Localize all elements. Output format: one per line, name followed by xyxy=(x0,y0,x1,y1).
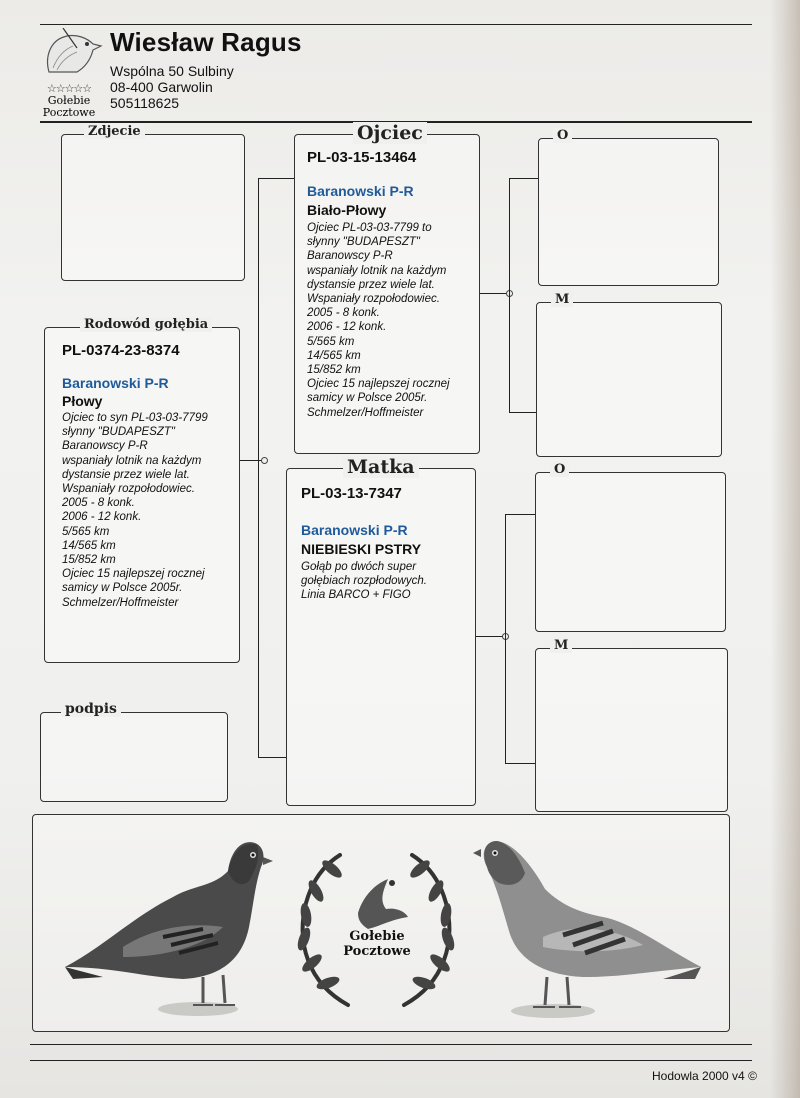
paternal-grandmother-box xyxy=(536,292,722,457)
photo-box xyxy=(61,124,245,281)
note-line: 2006 - 12 konk. xyxy=(62,511,142,524)
footer-bottom-rule xyxy=(30,1060,752,1061)
club-logo xyxy=(33,28,105,119)
note-line: Schmelzer/Hoffmeister xyxy=(62,596,179,609)
father-notes xyxy=(307,221,450,420)
pigeon-colour: Płowy xyxy=(62,393,103,409)
pigeon-ring-number: PL-0374-23-8374 xyxy=(62,342,180,359)
mother-box xyxy=(286,456,476,806)
note-line: 2005 - 8 konk. xyxy=(62,497,135,510)
mother-label: Matka xyxy=(343,456,419,478)
note-line: wspaniały lotnik na każdym xyxy=(62,454,202,467)
connector-line xyxy=(505,514,535,515)
note-line: 15/852 km xyxy=(307,364,361,377)
photo-label: Zdjecie xyxy=(84,124,145,139)
laurel-wreath-emblem-icon xyxy=(288,843,464,1013)
paternal-grandfather-label: O xyxy=(553,128,572,143)
connector-bracket xyxy=(505,514,506,764)
note-line: słynny "BUDAPESZT" xyxy=(62,426,175,439)
father-ring-number: PL-03-15-13464 xyxy=(307,149,417,166)
pedigree-label: Rodowód gołębia xyxy=(80,317,212,332)
note-line: Gołąb po dwóch super xyxy=(301,561,417,573)
note-line: Baranowscy P-R xyxy=(307,250,393,263)
father-box xyxy=(294,122,480,454)
connector-line xyxy=(258,178,294,179)
note-line: Ojciec 15 najlepszej rocznej xyxy=(307,378,450,391)
note-line: Wspaniały rozpołodowiec. xyxy=(62,483,195,496)
note-line: 15/852 km xyxy=(62,554,116,567)
note-line: dystansie przez wiele lat. xyxy=(62,468,190,481)
paternal-grandfather-box xyxy=(538,128,719,286)
note-line: słynny "BUDAPESZT" xyxy=(307,236,420,249)
mother-notes xyxy=(301,560,427,603)
note-line: Ojciec to syn PL-03-03-7799 xyxy=(62,412,208,424)
pigeon-box xyxy=(44,317,240,663)
mother-ring-number: PL-03-13-7347 xyxy=(301,485,402,502)
logo-stars: ☆☆☆☆☆ xyxy=(46,82,92,95)
signature-label: podpis xyxy=(61,701,121,717)
note-line: Baranowscy P-R xyxy=(62,440,148,453)
breeder-name: Wiesław Ragus xyxy=(110,27,302,57)
note-line: samicy w Polsce 2005r. xyxy=(307,392,428,405)
note-line: Ojciec PL-03-03-7799 to xyxy=(307,222,432,234)
note-line: Schmelzer/Hoffmeister xyxy=(307,406,424,419)
signature-box xyxy=(40,701,228,802)
note-line: 5/565 km xyxy=(307,335,355,348)
connector-line xyxy=(258,757,286,758)
breeder-address-line2: 08-400 Garwolin xyxy=(110,79,213,95)
pigeon-head-logo-icon xyxy=(33,28,105,78)
mother-breeder: Baranowski P-R xyxy=(301,522,408,538)
header-top-rule xyxy=(40,24,752,25)
connector-bracket xyxy=(509,178,510,413)
footer-top-rule xyxy=(30,1044,752,1045)
connector-line xyxy=(509,178,538,179)
note-line: wspaniały lotnik na każdym xyxy=(307,264,447,277)
logo-text-line1: Gołebie xyxy=(47,94,91,107)
logo-text-line2: Pocztowe xyxy=(42,106,96,119)
note-line: Wspaniały rozpołodowiec. xyxy=(307,293,440,306)
breeder-address-line1: Wspólna 50 Sulbiny xyxy=(110,63,234,79)
note-line: 14/565 km xyxy=(62,539,116,552)
maternal-grandmother-label: M xyxy=(550,638,572,653)
pigeon-notes xyxy=(62,411,208,610)
mother-colour: NIEBIESKI PSTRY xyxy=(301,541,422,557)
father-breeder: Baranowski P-R xyxy=(307,183,414,199)
note-line: 5/565 km xyxy=(62,525,110,538)
paternal-grandmother-label: M xyxy=(551,292,573,307)
connector-line xyxy=(509,412,536,413)
maternal-grandfather-label: O xyxy=(550,462,569,477)
note-line: 2006 - 12 konk. xyxy=(307,321,387,334)
note-line: samicy w Polsce 2005r. xyxy=(62,582,183,595)
note-line: gołębiach rozpłodowych. xyxy=(301,575,427,588)
note-line: dystansie przez wiele lat. xyxy=(307,278,435,291)
note-line: 2005 - 8 konk. xyxy=(307,307,380,320)
connector-line xyxy=(505,763,535,764)
note-line: Linia BARCO + FIGO xyxy=(301,589,411,602)
note-line: Ojciec 15 najlepszej rocznej xyxy=(62,568,205,581)
decorative-banner xyxy=(32,814,730,1032)
pigeon-breeder: Baranowski P-R xyxy=(62,375,169,391)
father-colour: Biało-Płowy xyxy=(307,202,387,218)
pigeon-left-illustration-icon xyxy=(63,827,273,1023)
emblem-text-line2: Pocztowe xyxy=(343,944,411,959)
breeder-phone: 505118625 xyxy=(110,95,180,111)
connector-bracket xyxy=(258,178,259,758)
maternal-grandfather-box xyxy=(535,462,726,632)
software-credit: Hodowla 2000 v4 © xyxy=(652,1069,757,1083)
maternal-grandmother-box xyxy=(535,638,728,812)
note-line: 14/565 km xyxy=(307,349,361,362)
father-label: Ojciec xyxy=(353,122,427,144)
emblem-text-line1: Gołebie xyxy=(349,929,405,944)
table-edge-shadow xyxy=(770,0,800,1098)
pigeon-right-illustration-icon xyxy=(473,827,703,1023)
emblem-text xyxy=(341,929,413,959)
